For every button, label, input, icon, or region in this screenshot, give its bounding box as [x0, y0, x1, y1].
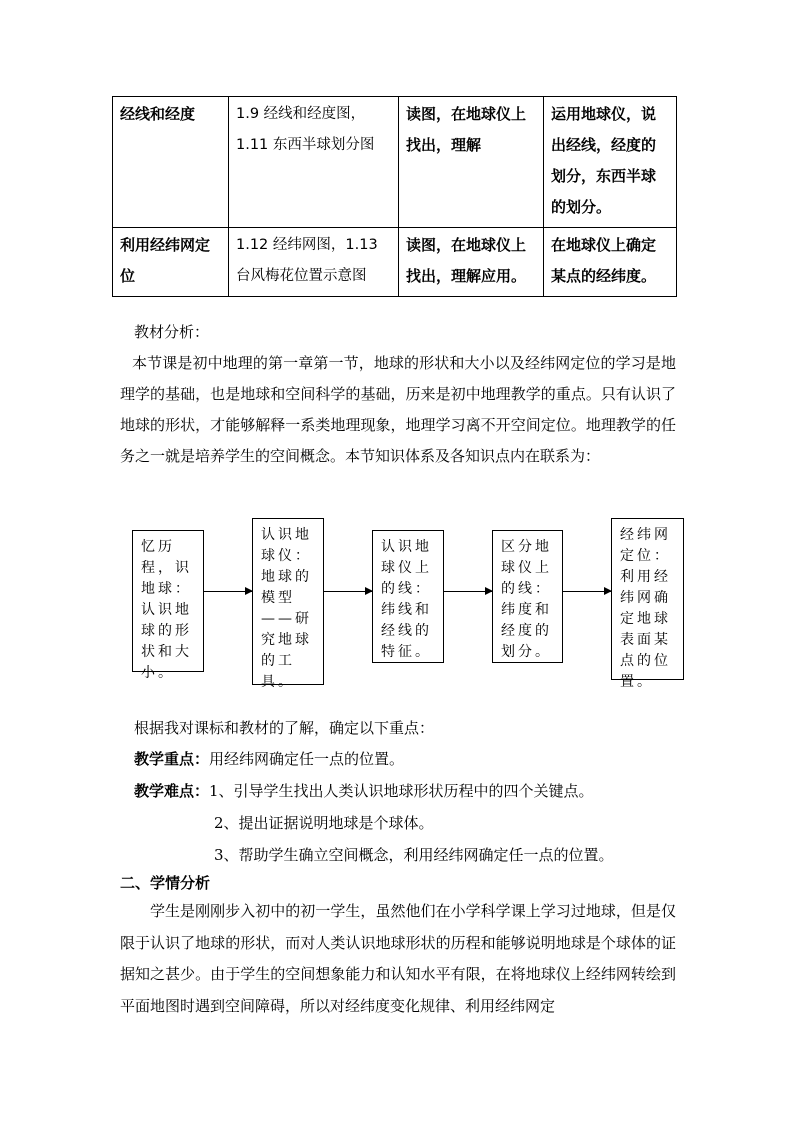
flow-arrow [444, 591, 492, 592]
difficulty-item: 2、提出证据说明地球是个球体。 [214, 814, 434, 832]
flow-box-history: 忆历程，识地球：认识地球的形状和大小。 [132, 530, 204, 672]
flow-box-latlong: 区分地球仪上的线：纬度和经度的划分。 [492, 530, 563, 663]
key-point-label: 教学重点： [134, 750, 210, 768]
flow-arrow [563, 591, 611, 592]
focus-intro: 根据我对课标和教材的了解，确定以下重点： [134, 719, 435, 737]
flow-arrow [204, 591, 252, 592]
difficulty-line [134, 781, 594, 801]
key-point-line [134, 749, 404, 769]
analysis-heading: 教材分析： [134, 323, 210, 341]
difficulty-label: 教学难点： [134, 782, 210, 800]
difficulty-item: 3、帮助学生确立空间概念，利用经纬网确定任一点的位置。 [214, 846, 614, 864]
table-cell-topic: 经线和经度 [113, 97, 229, 228]
table-cell-figures: 1.9 经线和经度图，1.11 东西半球划分图 [229, 97, 399, 228]
table-cell-activity: 读图，在地球仪上找出，理解应用。 [399, 228, 544, 297]
lesson-table [112, 96, 677, 297]
student-analysis-paragraph: 学生是刚刚步入初中的初一学生，虽然他们在小学科学课上学习过地球，但是仅限于认识了地球的形状，而对人类认识地球形状的历程和能够说明地球是个球体的证据知之甚少。由于学生的空间想象能力和认知水平有限，在将地球仪上经纬网转绘到平面地图时遇到空间障碍，所以对经纬度变化规律、利用经纬网定 [120, 902, 676, 1015]
table-row [113, 228, 677, 297]
table-cell-figures: 1.12 经纬网图，1.13 台风梅花位置示意图 [229, 228, 399, 297]
difficulty-item: 1、引导学生找出人类认识地球形状历程中的四个关键点。 [209, 782, 594, 800]
flow-arrow [324, 591, 372, 592]
section-heading: 二、学情分析 [120, 874, 211, 892]
table-cell-topic: 利用经纬网定位 [113, 228, 229, 297]
key-point-text: 用经纬网确定任一点的位置。 [209, 750, 405, 768]
table-cell-goal: 运用地球仪，说出经线，经度的划分，东西半球的划分。 [544, 97, 677, 228]
table-row [113, 97, 677, 228]
analysis-paragraph: 本节课是初中地理的第一章第一节，地球的形状和大小以及经纬网定位的学习是地理学的基础，也是地球和空间科学的基础，历来是初中地理教学的重点。只有认识了地球的形状，才能够解释一系类地理现象，地理学习离不开空间定位。地理教学的任务之一就是培养学生的空间概念。本节知识体系及各知识点内在联系为： [120, 354, 676, 465]
flow-box-globe: 认识地球仪：地球的模型——研究地球的工具。 [252, 518, 324, 685]
table-cell-goal: 在地球仪上确定某点的经纬度。 [544, 228, 677, 297]
flow-box-grid: 经纬网定位：利用经纬网确定地球表面某点的位置。 [611, 518, 684, 680]
flow-box-lines: 认识地球仪上的线：纬线和经线的特征。 [372, 530, 444, 663]
table-cell-activity: 读图，在地球仪上找出，理解 [399, 97, 544, 228]
